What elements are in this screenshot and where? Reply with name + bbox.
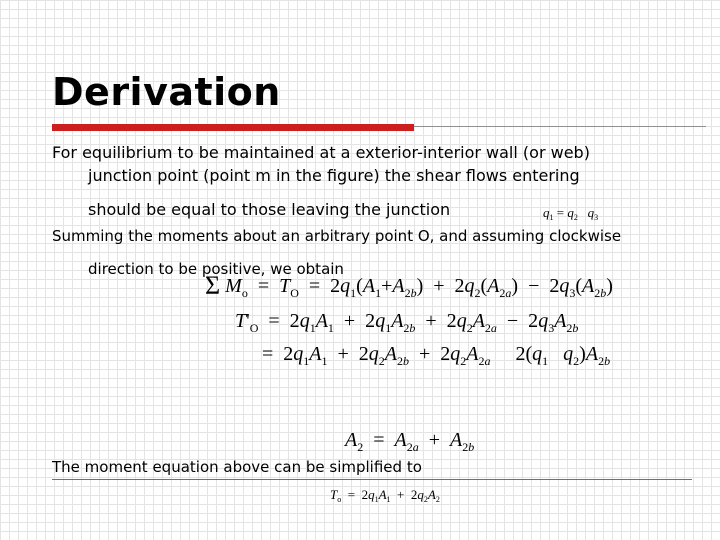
- body-text-line-3: should be equal to those leaving the junction: [88, 200, 451, 219]
- shear-flow-equation: $q_1 = q_2$ $q_3$: [543, 205, 599, 222]
- body-text-line-6: The moment equation above can be simplified to: [52, 458, 422, 476]
- area-sum-equation: $A_2 = A_{2a} + A_{2b}$: [345, 429, 475, 454]
- body-text-line-1: For equilibrium to be maintained at a exterior-interior wall (or web): [52, 143, 590, 162]
- title-divider-line: [414, 126, 706, 127]
- body-text-line-4: Summing the moments about an arbitrary point O, and assuming clockwise: [52, 227, 622, 245]
- torque-equation-2: = $2q_1A_1 + 2q_2A_{2b} + 2q_2A_{2a}$ $2(q_1$ $q_2)A_{2b}$: [262, 343, 611, 368]
- moment-sum-equation: Σ $M_o = T_O = 2q_1(A_1+A_{2b}) + 2q_2(A_{2a}) - 2q_3(A_{2b})$: [205, 271, 613, 300]
- slide-title: Derivation: [52, 70, 281, 114]
- title-accent-bar: [52, 124, 414, 131]
- bottom-divider-line: [52, 479, 692, 480]
- torque-equation-1: $T'_O = 2q_1A_1 + 2q_1A_{2b} + 2q_2A_{2a} - 2q_3A_{2b}$: [235, 310, 579, 335]
- simplified-equation: $T_o = 2q_1A_1 + 2q_2A_2$: [330, 487, 440, 504]
- body-text-line-5: direction to be positive, we obtain: [88, 260, 344, 278]
- body-text-line-2: junction point (point m in the figure) the shear flows entering: [88, 166, 580, 185]
